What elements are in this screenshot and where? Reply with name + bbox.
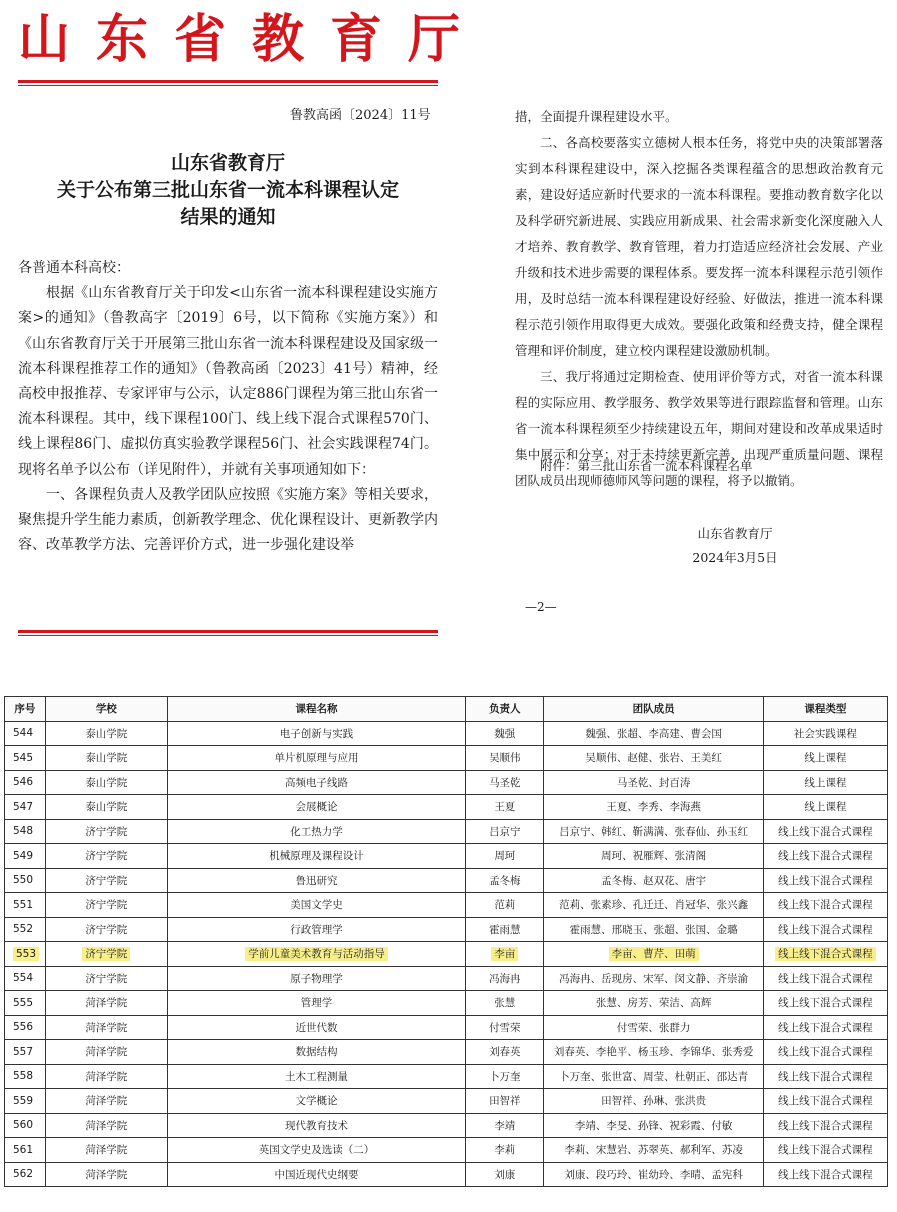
table-cell-school-text: 菏泽学院 bbox=[85, 1144, 128, 1157]
table-cell-seq bbox=[5, 991, 46, 1016]
header-team: 团队成员 bbox=[544, 697, 763, 722]
table-cell-seq bbox=[5, 893, 46, 918]
table-cell-type bbox=[763, 917, 887, 942]
table-cell-team-text: 周珂、祝雁辉、张清阁 bbox=[601, 850, 707, 863]
table-cell-type-text: 线上线下混合式课程 bbox=[778, 1095, 873, 1108]
table-cell-team-text: 刘春英、李艳平、杨玉珍、李锦华、张秀爱 bbox=[553, 1046, 754, 1059]
table-cell-school-text: 济宁学院 bbox=[85, 850, 128, 863]
table-cell-school bbox=[45, 917, 167, 942]
table-cell-course-text: 美国文学史 bbox=[290, 899, 343, 912]
right-column-body bbox=[515, 104, 883, 494]
table-cell-type-text: 线上线下混合式课程 bbox=[778, 1021, 873, 1034]
table-cell-school bbox=[45, 1089, 167, 1114]
table-cell-lead-text: 王夏 bbox=[494, 801, 516, 814]
table-cell-type bbox=[763, 942, 887, 967]
table-cell-team-text: 吕京宁、韩红、靳满满、张春仙、孙玉红 bbox=[559, 825, 749, 838]
table-row bbox=[5, 1089, 888, 1114]
table-cell-school-text: 泰山学院 bbox=[85, 752, 128, 765]
table-cell-school-text: 菏泽学院 bbox=[85, 1070, 128, 1083]
table-cell-course bbox=[167, 991, 465, 1016]
table-cell-seq bbox=[5, 1162, 46, 1187]
table-cell-seq bbox=[5, 917, 46, 942]
table-cell-seq bbox=[5, 1040, 46, 1065]
table-cell-seq-text: 560 bbox=[13, 1119, 34, 1132]
signer-date: 2024年3月5日 bbox=[692, 550, 778, 565]
body-paragraph: 三、我厅将通过定期检查、使用评价等方式，对省一流本科课程的实际应用、教学服务、教学效果等进行跟踪监督和管理。山东省一流本科课程须至少持续建设五年，期间对建设和改革成果适时集中展示和分享；对于未持续更新完善、出现严重质量问题、课程团队成员出现师德师风等问题的课程，将予以撤销。 bbox=[515, 369, 883, 488]
table-cell-school bbox=[45, 1064, 167, 1089]
table-cell-lead-text: 霍雨慧 bbox=[489, 923, 521, 936]
table-cell-seq bbox=[5, 746, 46, 771]
table-row bbox=[5, 770, 888, 795]
table-row bbox=[5, 1040, 888, 1065]
table-cell-type-text: 线上线下混合式课程 bbox=[778, 1144, 873, 1157]
table-cell-type-text: 线上课程 bbox=[804, 776, 847, 789]
table-cell-type-text: 线上线下混合式课程 bbox=[778, 1046, 873, 1059]
table-cell-lead-text: 卜万奎 bbox=[489, 1070, 521, 1083]
table-cell-course-text: 高频电子线路 bbox=[285, 776, 349, 789]
table-cell-lead bbox=[466, 893, 544, 918]
table-cell-seq-text: 555 bbox=[13, 996, 34, 1009]
table-cell-type-text: 线上课程 bbox=[804, 801, 847, 814]
letterhead-rule bbox=[18, 80, 438, 83]
table-row bbox=[5, 1113, 888, 1138]
table-cell-school bbox=[45, 942, 167, 967]
table-cell-course bbox=[167, 746, 465, 771]
table-row bbox=[5, 942, 888, 967]
table-cell-team bbox=[544, 991, 763, 1016]
table-cell-lead bbox=[466, 1015, 544, 1040]
letterhead-title: 山东省教育厅 bbox=[18, 9, 487, 70]
signer-org: 山东省教育厅 bbox=[697, 526, 773, 541]
table-cell-school-text: 菏泽学院 bbox=[85, 1119, 128, 1132]
table-row bbox=[5, 795, 888, 820]
table-cell-team-text: 付雪荣、张群力 bbox=[616, 1021, 691, 1034]
table-cell-school-text: 泰山学院 bbox=[85, 727, 128, 740]
table-cell-lead-text: 范莉 bbox=[494, 899, 516, 912]
footer-rule bbox=[18, 630, 438, 633]
table-cell-school-text: 菏泽学院 bbox=[85, 1021, 128, 1034]
table-cell-type-text: 线上线下混合式课程 bbox=[778, 1168, 873, 1181]
table-cell-team-text: 李莉、宋慧岩、苏翠英、郝利军、苏凌 bbox=[564, 1144, 743, 1157]
table-cell-type bbox=[763, 1040, 887, 1065]
table-cell-type bbox=[763, 795, 887, 820]
table-cell-seq-text: 556 bbox=[13, 1021, 34, 1034]
table-cell-course bbox=[167, 795, 465, 820]
table-row bbox=[5, 893, 888, 918]
table-cell-seq-text: 552 bbox=[13, 923, 34, 936]
table-cell-lead bbox=[466, 1040, 544, 1065]
table-cell-course-text: 原子物理学 bbox=[290, 972, 343, 985]
table-cell-seq bbox=[5, 966, 46, 991]
table-cell-lead-text: 李靖 bbox=[494, 1119, 516, 1132]
table-cell-seq bbox=[5, 1138, 46, 1163]
table-cell-school bbox=[45, 1040, 167, 1065]
table-cell-type-text: 社会实践课程 bbox=[793, 727, 857, 740]
table-cell-team-text: 霍雨慧、邢晓玉、张超、张国、金璐 bbox=[569, 923, 738, 936]
table-cell-seq bbox=[5, 1064, 46, 1089]
table-cell-lead bbox=[466, 1113, 544, 1138]
table-cell-type-text: 线上线下混合式课程 bbox=[778, 1119, 873, 1132]
table-cell-type-text: 线上线下混合式课程 bbox=[778, 825, 873, 838]
table-cell-course-text: 管理学 bbox=[300, 997, 333, 1010]
table-row bbox=[5, 746, 888, 771]
table-cell-team bbox=[544, 1162, 763, 1187]
table-cell-team bbox=[544, 721, 763, 746]
table-cell-team-text: 吴顺伟、赵健、张岩、王美红 bbox=[585, 752, 722, 765]
table-cell-lead-text: 吴顺伟 bbox=[489, 752, 521, 765]
table-cell-course-text: 化工热力学 bbox=[290, 825, 343, 838]
table-cell-school bbox=[45, 1113, 167, 1138]
table-cell-course bbox=[167, 819, 465, 844]
table-cell-school bbox=[45, 1162, 167, 1187]
table-cell-team-text: 王夏、李秀、李海燕 bbox=[606, 801, 701, 814]
table-cell-course-text: 现代教育技术 bbox=[285, 1119, 349, 1132]
table-cell-seq-text: 549 bbox=[13, 849, 34, 862]
table-cell-seq bbox=[5, 770, 46, 795]
table-cell-type-text: 线上线下混合式课程 bbox=[778, 923, 873, 936]
table-cell-lead-text: 田智祥 bbox=[489, 1095, 521, 1108]
table-cell-type-text: 线上课程 bbox=[804, 752, 847, 765]
table-cell-course-text: 会展概论 bbox=[295, 801, 338, 814]
footer-rule-thin bbox=[18, 635, 438, 636]
table-cell-school-text: 济宁学院 bbox=[85, 874, 128, 887]
table-cell-course-text: 行政管理学 bbox=[290, 923, 343, 936]
table-cell-school bbox=[45, 844, 167, 869]
table-row bbox=[5, 1162, 888, 1187]
table-cell-lead bbox=[466, 991, 544, 1016]
table-cell-seq-text: 562 bbox=[13, 1168, 34, 1181]
table-cell-type bbox=[763, 819, 887, 844]
table-cell-school bbox=[45, 721, 167, 746]
table-row bbox=[5, 966, 888, 991]
table-cell-seq bbox=[5, 721, 46, 746]
table-cell-team bbox=[544, 844, 763, 869]
table-cell-lead bbox=[466, 1089, 544, 1114]
table-cell-lead-text: 刘康 bbox=[494, 1168, 516, 1181]
table-cell-team bbox=[544, 966, 763, 991]
table-cell-lead bbox=[466, 1162, 544, 1187]
table-cell-school bbox=[45, 819, 167, 844]
table-cell-lead bbox=[466, 746, 544, 771]
table-cell-school-text: 菏泽学院 bbox=[85, 997, 128, 1010]
table-cell-seq bbox=[5, 819, 46, 844]
table-cell-course bbox=[167, 1138, 465, 1163]
table-cell-seq bbox=[5, 942, 46, 967]
table-cell-team bbox=[544, 1064, 763, 1089]
header-school: 学校 bbox=[45, 697, 167, 722]
table-cell-team-text: 魏强、张超、李高建、曹会国 bbox=[585, 727, 722, 740]
table-cell-school bbox=[45, 893, 167, 918]
table-cell-team bbox=[544, 893, 763, 918]
header-seq: 序号 bbox=[5, 697, 46, 722]
table-cell-team bbox=[544, 795, 763, 820]
table-cell-seq bbox=[5, 795, 46, 820]
table-cell-team bbox=[544, 1138, 763, 1163]
table-row bbox=[5, 868, 888, 893]
table-row bbox=[5, 991, 888, 1016]
table-cell-type bbox=[763, 991, 887, 1016]
table-cell-school bbox=[45, 991, 167, 1016]
table-cell-seq-text: 558 bbox=[13, 1070, 34, 1083]
table-cell-school bbox=[45, 868, 167, 893]
body-paragraph: 根据《山东省教育厅关于印发<山东省一流本科课程建设实施方案>的通知》（鲁教高字〔2019〕6号，以下简称《实施方案》）和《山东省教育厅关于开展第三批山东省一流本科课程建设及国家级一流本科课程推荐工作的通知》（鲁教高函〔2023〕41号）精神，经高校申报推荐、专家评审与公示，认定886门课程为第三批山东省一流本科课程。其中，线下课程100门、线上线下混合式课程570门、线上课程86门、虚拟仿真实验教学课程56门、社会实践课程74门。现将名单予以公布（详见附件），并就有关事项通知如下： bbox=[18, 285, 438, 478]
table-cell-lead-text: 冯海冉 bbox=[489, 972, 521, 985]
table-cell-school-text: 泰山学院 bbox=[85, 776, 128, 789]
table-cell-type bbox=[763, 746, 887, 771]
notice-title bbox=[18, 150, 438, 231]
table-cell-lead-text: 张慧 bbox=[494, 997, 516, 1010]
table-cell-course-text: 英国文学史及选读（二） bbox=[258, 1144, 375, 1157]
table-cell-team-text: 范莉、张素珍、孔迁迁、肖冠华、张兴鑫 bbox=[559, 899, 749, 912]
table-cell-course bbox=[167, 942, 465, 967]
table-cell-lead-text: 周珂 bbox=[494, 850, 516, 863]
table-cell-lead bbox=[466, 868, 544, 893]
document-number: 鲁教高函〔2024〕11号 bbox=[290, 108, 431, 123]
table-cell-type bbox=[763, 868, 887, 893]
table-cell-course-text: 机械原理及课程设计 bbox=[269, 850, 364, 863]
table-cell-course-text: 鲁迅研究 bbox=[295, 874, 338, 887]
table-cell-seq-text: 547 bbox=[13, 800, 34, 813]
table-cell-school-text: 泰山学院 bbox=[85, 801, 128, 814]
table-cell-lead-text: 刘春英 bbox=[489, 1046, 521, 1059]
table-cell-course-text: 电子创新与实践 bbox=[279, 727, 354, 740]
table-cell-team-text: 孟冬梅、赵双花、唐宇 bbox=[601, 874, 707, 887]
left-column-body bbox=[18, 256, 438, 558]
table-cell-school bbox=[45, 746, 167, 771]
table-cell-seq-text: 548 bbox=[13, 825, 34, 838]
table-cell-seq-text: 561 bbox=[13, 1143, 34, 1156]
table-header-row bbox=[5, 697, 888, 722]
table-cell-lead bbox=[466, 1138, 544, 1163]
table-cell-type bbox=[763, 1138, 887, 1163]
attachment-note: 附件：第三批山东省一流本科课程名单 bbox=[540, 458, 753, 473]
table-cell-seq bbox=[5, 868, 46, 893]
table-cell-course bbox=[167, 1015, 465, 1040]
table-cell-team-text: 冯海冉、岳现房、宋军、闵文静、齐崇渝 bbox=[559, 972, 749, 985]
table-cell-type bbox=[763, 1113, 887, 1138]
body-paragraph: 措，全面提升课程建设水平。 bbox=[515, 109, 678, 124]
table-row bbox=[5, 1138, 888, 1163]
table-row bbox=[5, 1015, 888, 1040]
table-row bbox=[5, 917, 888, 942]
table-cell-team-text: 李靖、李旻、孙锋、祝彩霞、付敏 bbox=[574, 1119, 733, 1132]
table-cell-course bbox=[167, 721, 465, 746]
table-row bbox=[5, 844, 888, 869]
table-cell-course-text: 学前儿童美术教育与活动指导 bbox=[245, 947, 388, 961]
table-cell-seq-text: 546 bbox=[13, 776, 34, 789]
table-cell-team bbox=[544, 1089, 763, 1114]
header-type: 课程类型 bbox=[763, 697, 887, 722]
table-cell-course bbox=[167, 893, 465, 918]
table-cell-team-text: 田智祥、孙琳、张洪贵 bbox=[601, 1095, 707, 1108]
table-cell-type-text: 线上线下混合式课程 bbox=[778, 972, 873, 985]
header-lead: 负责人 bbox=[466, 697, 544, 722]
table-cell-team-text: 李亩、曹芹、田萌 bbox=[609, 947, 699, 961]
body-paragraph: 二、各高校要落实立德树人根本任务，将党中央的决策部署落实到本科课程建设中，深入挖掘各类课程蕴含的思想政治教育元素，建设好适应新时代要求的一流本科课程。要推动教育数字化以及科学研究新进展、实践应用新成果、社会需求新变化深度融入人才培养、教育教学、教育管理，着力打造适应经济社会发展、产业升级和技术进步需要的课程体系。要发挥一流本科课程示范引领作用，及时总结一流本科课程建设好经验、好做法，推进一流本科课程示范引领作用取得更大成效。要强化政策和经费支持，健全课程管理和评价制度，建立校内课程建设激励机制。 bbox=[515, 135, 883, 358]
table-cell-school bbox=[45, 1138, 167, 1163]
table-cell-course-text: 文学概论 bbox=[295, 1095, 338, 1108]
table-cell-school-text: 济宁学院 bbox=[85, 899, 128, 912]
table-cell-team bbox=[544, 819, 763, 844]
title-line: 山东省教育厅 bbox=[170, 152, 285, 174]
table-cell-team-text: 刘康、段巧玲、崔幼玲、李晴、孟宪科 bbox=[564, 1168, 743, 1181]
letterhead-rule-thin bbox=[18, 85, 438, 86]
table-cell-seq bbox=[5, 1089, 46, 1114]
table-cell-lead-text: 吕京宁 bbox=[489, 825, 521, 838]
table-cell-school-text: 菏泽学院 bbox=[85, 1095, 128, 1108]
table-cell-course-text: 近世代数 bbox=[295, 1021, 338, 1034]
table-cell-seq-text: 551 bbox=[13, 898, 34, 911]
table-cell-type bbox=[763, 1162, 887, 1187]
table-cell-team bbox=[544, 1113, 763, 1138]
table-cell-school-text: 济宁学院 bbox=[85, 972, 128, 985]
table-cell-lead bbox=[466, 966, 544, 991]
table-cell-course bbox=[167, 868, 465, 893]
table-cell-team-text: 马圣乾、封百涛 bbox=[616, 776, 691, 789]
table-cell-type-text: 线上线下混合式课程 bbox=[775, 947, 876, 961]
table-cell-lead bbox=[466, 770, 544, 795]
table-cell-seq-text: 544 bbox=[13, 727, 34, 740]
table-cell-school-text: 济宁学院 bbox=[85, 825, 128, 838]
table-cell-seq-text: 559 bbox=[13, 1094, 34, 1107]
table-row bbox=[5, 1064, 888, 1089]
table-cell-course-text: 数据结构 bbox=[295, 1046, 338, 1059]
table-cell-team-text: 张慧、房芳、荣洁、高辉 bbox=[595, 997, 712, 1010]
course-table bbox=[4, 696, 888, 1187]
table-cell-type bbox=[763, 893, 887, 918]
table-cell-course-text: 中国近现代史纲要 bbox=[274, 1168, 359, 1181]
title-line: 关于公布第三批山东省一流本科课程认定 bbox=[56, 179, 399, 201]
table-cell-team bbox=[544, 770, 763, 795]
table-cell-type bbox=[763, 1089, 887, 1114]
table-cell-team bbox=[544, 1015, 763, 1040]
body-paragraph: 一、各课程负责人及教学团队应按照《实施方案》等相关要求，聚焦提升学生能力素质，创新教学理念、优化课程设计、更新教学内容、改革教学方法、完善评价方式，进一步强化建设举 bbox=[18, 486, 438, 554]
table-cell-team-text: 卜万奎、张世富、周莹、杜朝正、邵达青 bbox=[559, 1070, 749, 1083]
table-cell-course bbox=[167, 966, 465, 991]
table-cell-lead-text: 李莉 bbox=[494, 1144, 516, 1157]
table-cell-lead bbox=[466, 795, 544, 820]
page-number: —2— bbox=[525, 600, 557, 614]
table-cell-course-text: 单片机原理与应用 bbox=[274, 752, 359, 765]
table-cell-seq bbox=[5, 844, 46, 869]
table-cell-school bbox=[45, 1015, 167, 1040]
table-cell-lead-text: 魏强 bbox=[494, 727, 516, 740]
table-cell-seq bbox=[5, 1015, 46, 1040]
table-cell-school bbox=[45, 795, 167, 820]
table-cell-course bbox=[167, 917, 465, 942]
signature-block bbox=[680, 522, 790, 570]
table-cell-type-text: 线上线下混合式课程 bbox=[778, 874, 873, 887]
table-cell-type-text: 线上线下混合式课程 bbox=[778, 850, 873, 863]
table-cell-type-text: 线上线下混合式课程 bbox=[778, 997, 873, 1010]
table-cell-type-text: 线上线下混合式课程 bbox=[778, 899, 873, 912]
table-row bbox=[5, 721, 888, 746]
table-cell-lead-text: 马圣乾 bbox=[489, 776, 521, 789]
table-cell-seq-text: 545 bbox=[13, 751, 34, 764]
table-cell-course bbox=[167, 770, 465, 795]
table-cell-type bbox=[763, 721, 887, 746]
table-cell-course bbox=[167, 1089, 465, 1114]
table-cell-school-text: 菏泽学院 bbox=[85, 1168, 128, 1181]
table-cell-school-text: 菏泽学院 bbox=[85, 1046, 128, 1059]
table-cell-seq bbox=[5, 1113, 46, 1138]
table-cell-team bbox=[544, 942, 763, 967]
table-cell-lead bbox=[466, 917, 544, 942]
table-cell-course bbox=[167, 1113, 465, 1138]
table-cell-lead bbox=[466, 844, 544, 869]
table-cell-lead bbox=[466, 721, 544, 746]
table-cell-lead-text: 孟冬梅 bbox=[489, 874, 521, 887]
table-cell-type-text: 线上线下混合式课程 bbox=[778, 1070, 873, 1083]
table-cell-course bbox=[167, 1162, 465, 1187]
salutation: 各普通本科高校： bbox=[18, 260, 130, 276]
table-cell-lead-text: 李亩 bbox=[491, 947, 518, 961]
table-cell-course bbox=[167, 844, 465, 869]
table-cell-type bbox=[763, 770, 887, 795]
table-cell-lead-text: 付雪荣 bbox=[489, 1021, 521, 1034]
table-cell-lead bbox=[466, 1064, 544, 1089]
table-cell-team bbox=[544, 1040, 763, 1065]
table-cell-seq-text: 557 bbox=[13, 1045, 34, 1058]
table-cell-school-text: 济宁学院 bbox=[85, 923, 128, 936]
table-cell-school bbox=[45, 966, 167, 991]
table-cell-course bbox=[167, 1064, 465, 1089]
table-cell-team bbox=[544, 746, 763, 771]
table-cell-type bbox=[763, 966, 887, 991]
table-cell-type bbox=[763, 844, 887, 869]
table-cell-seq-text: 550 bbox=[13, 874, 34, 887]
table-cell-lead bbox=[466, 942, 544, 967]
table-cell-lead bbox=[466, 819, 544, 844]
table-cell-school-text: 济宁学院 bbox=[82, 947, 130, 961]
table-cell-course-text: 土木工程测量 bbox=[285, 1070, 349, 1083]
table-cell-type bbox=[763, 1064, 887, 1089]
table-cell-team bbox=[544, 868, 763, 893]
header-course: 课程名称 bbox=[167, 697, 465, 722]
table-cell-team bbox=[544, 917, 763, 942]
table-row bbox=[5, 819, 888, 844]
table-cell-course bbox=[167, 1040, 465, 1065]
table-cell-seq-text: 554 bbox=[13, 972, 34, 985]
table-cell-school bbox=[45, 770, 167, 795]
table-cell-type bbox=[763, 1015, 887, 1040]
title-line: 结果的通知 bbox=[180, 206, 276, 228]
table-cell-seq-text: 553 bbox=[13, 947, 39, 961]
